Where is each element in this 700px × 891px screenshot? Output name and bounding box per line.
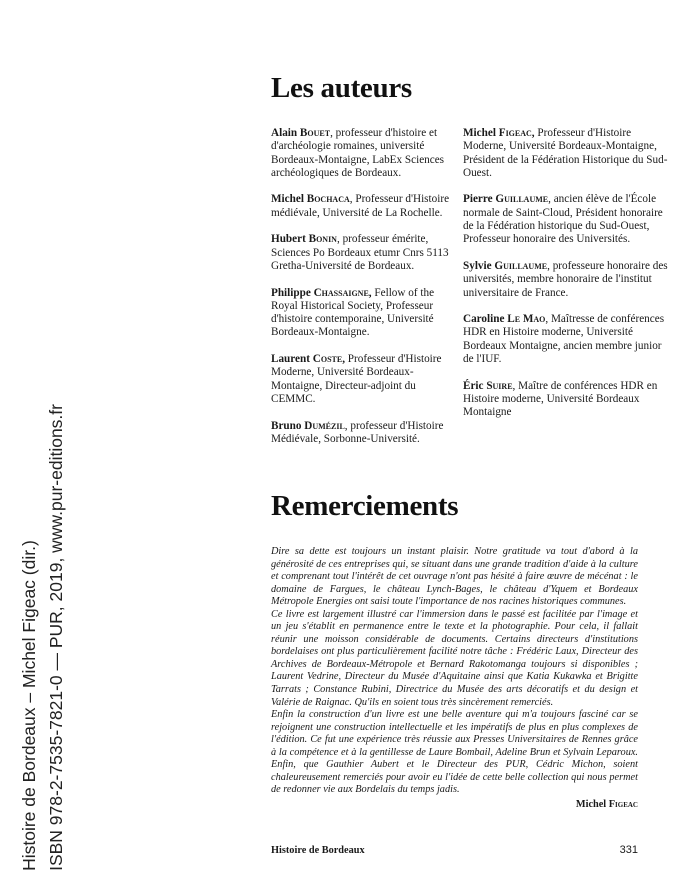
author-last-name: Guillaume — [495, 193, 549, 206]
author-last-name: Le Mao — [507, 313, 546, 326]
acknowledgements-body — [271, 546, 638, 811]
author-last-name: Guillaume — [494, 259, 548, 272]
author-last-name: Dumézil — [304, 419, 345, 432]
author-first-name: Laurent — [271, 353, 310, 366]
signature-first-name: Michel — [575, 798, 607, 810]
author-entry — [463, 127, 673, 180]
side-line-isbn: ISBN 978-2-7535-7821-0 — PUR, 2019, www.pur-editions.fr — [46, 404, 66, 871]
author-entry — [463, 313, 673, 366]
author-entry — [271, 420, 451, 447]
side-copyright-note — [16, 404, 70, 871]
author-description: , Maître de conférences HDR en Histoire moderne, Université Bordeaux Montaigne — [463, 379, 658, 419]
author-entry — [271, 353, 451, 406]
author-entry — [271, 127, 451, 180]
author-last-name: Chassaigne, — [313, 286, 372, 299]
author-description: , professeure honoraire des universités, membre honoraire de l'institut universitaire de France. — [463, 259, 668, 299]
author-description: , ancien élève de l'École normale de Saint-Cloud, Président honoraire de la Fédération historique du Sud-Ouest, Professeur honoraire des Universités. — [463, 193, 663, 246]
author-last-name: Coste, — [312, 353, 345, 366]
author-entry — [463, 380, 673, 420]
author-description: Professeur d'Histoire Moderne, Université Bordeaux-Montaigne, Président de la Fédération Historique du Sud-Ouest. — [463, 127, 668, 179]
author-description: , professeur émérite, Sciences Po Bordeaux etumr Cnrs 5113 Gretha-Université de Bordeaux. — [271, 233, 449, 272]
author-entry — [463, 193, 673, 246]
side-line-title: Histoire de Bordeaux – Michel Figeac (dir.) — [19, 540, 39, 871]
authors-heading: Les auteurs — [271, 72, 412, 104]
author-first-name: Michel — [271, 193, 304, 206]
signature — [271, 799, 638, 812]
author-first-name: Bruno — [271, 419, 302, 432]
author-first-name: Sylvie — [463, 259, 492, 272]
author-first-name: Alain — [271, 127, 298, 139]
acknowledgements-paragraph: Enfin la construction d'un livre est une belle aventure qui m'a toujours fasciné car se rejoignent une construction intellectuelle et les impératifs de plus en plus complexes de l'édition. Ce fut une expérience très réussie aux Presses Universitaires de Rennes grâce à la compétence et à la gentillesse de Laure Bombail, Adeline Brun et Sylvain Leparoux. Enfin, que Gauthier Aubert et le Directeur des PUR, Cédric Michon, soient chaleureusement remerciés pour avoir eu l'idée de cette belle collection qui nous permet de redonner vie aux Bordelais du temps jadis. — [271, 709, 638, 796]
author-last-name: Bouet — [299, 127, 331, 139]
authors-column-left — [271, 127, 451, 459]
author-entry — [463, 260, 673, 300]
author-description: Professeur d'Histoire Moderne, Université Bordeaux-Montaigne, Directeur-adjoint du CEMMC. — [271, 353, 442, 405]
author-description: , Professeur d'Histoire médiévale, Université de La Rochelle. — [271, 193, 450, 219]
authors-column-right — [463, 127, 673, 433]
page-number: 331 — [619, 844, 638, 856]
author-entry — [271, 287, 451, 340]
author-first-name: Michel — [463, 127, 496, 139]
author-first-name: Hubert — [271, 233, 306, 246]
acknowledgements-heading: Remerciements — [271, 490, 459, 522]
author-description: Fellow of the Royal Historical Society, Professeur d'histoire contemporaine, Université Bordeaux-Montaigne. — [271, 286, 435, 339]
author-last-name: Bonin — [308, 233, 337, 246]
author-first-name: Caroline — [463, 313, 505, 326]
author-first-name: Philippe — [271, 286, 311, 299]
author-first-name: Pierre — [463, 193, 493, 206]
author-first-name: Éric — [463, 379, 484, 392]
signature-last-name: Figeac — [608, 798, 638, 810]
author-description: , Maîtresse de conférences HDR en Histoire moderne, Université Bordeaux Montaigne, ancien membre junior de l'IUF. — [463, 313, 665, 366]
footer-book-title: Histoire de Bordeaux — [271, 845, 365, 856]
author-last-name: Bochaca — [306, 193, 350, 206]
author-description: , professeur d'Histoire Médiévale, Sorbonne-Université. — [271, 419, 444, 445]
acknowledgements-paragraph: Ce livre est largement illustré car l'immersion dans le passé est facilitée par l'image et un jeu s'établit en permanence entre le texte et la photographie. Pour cela, il fallait réunir une moisson considérable de documents. Certains directeurs d'institutions bordelaises ont plus particulièrement facilité notre tâche : Frédéric Laux, Directeur des Archives de Bordeaux-Métropole et Bernard Rakotomanga toujours si disponibles ; Laurent Vedrine, Directeur du Musée d'Aquitaine ainsi que Katia Kukawka et Brigitte Tarrats ; Constance Rubini, Directrice du Musée des arts décoratifs et du design et Valérie de Raignac. Qu'ils en soient tous très sincèrement remerciés. — [271, 608, 638, 708]
acknowledgements-paragraph: Dire sa dette est toujours un instant plaisir. Notre gratitude va tout d'abord à la générosité de ces entreprises qui, se situant dans une grande tradition d'aide à la culture et comprenant tout l'intérêt de cet ouvrage n'ont pas hésité à faire œuvre de mécénat : le domaine de Fargues, le château Lynch-Bages, le château d'Yquem et Bordeaux Métropole Energies ont saisi toute l'importance de nos racines historiques communes. — [271, 546, 638, 608]
author-last-name: Figeac, — [498, 127, 535, 139]
author-entry — [271, 193, 451, 220]
author-entry — [271, 233, 451, 273]
author-last-name: Suire — [486, 379, 513, 392]
author-description: , professeur d'histoire et d'archéologie romaines, université Bordeaux-Montaigne, LabEx Sciences archéologiques de Bordeaux. — [271, 127, 445, 179]
